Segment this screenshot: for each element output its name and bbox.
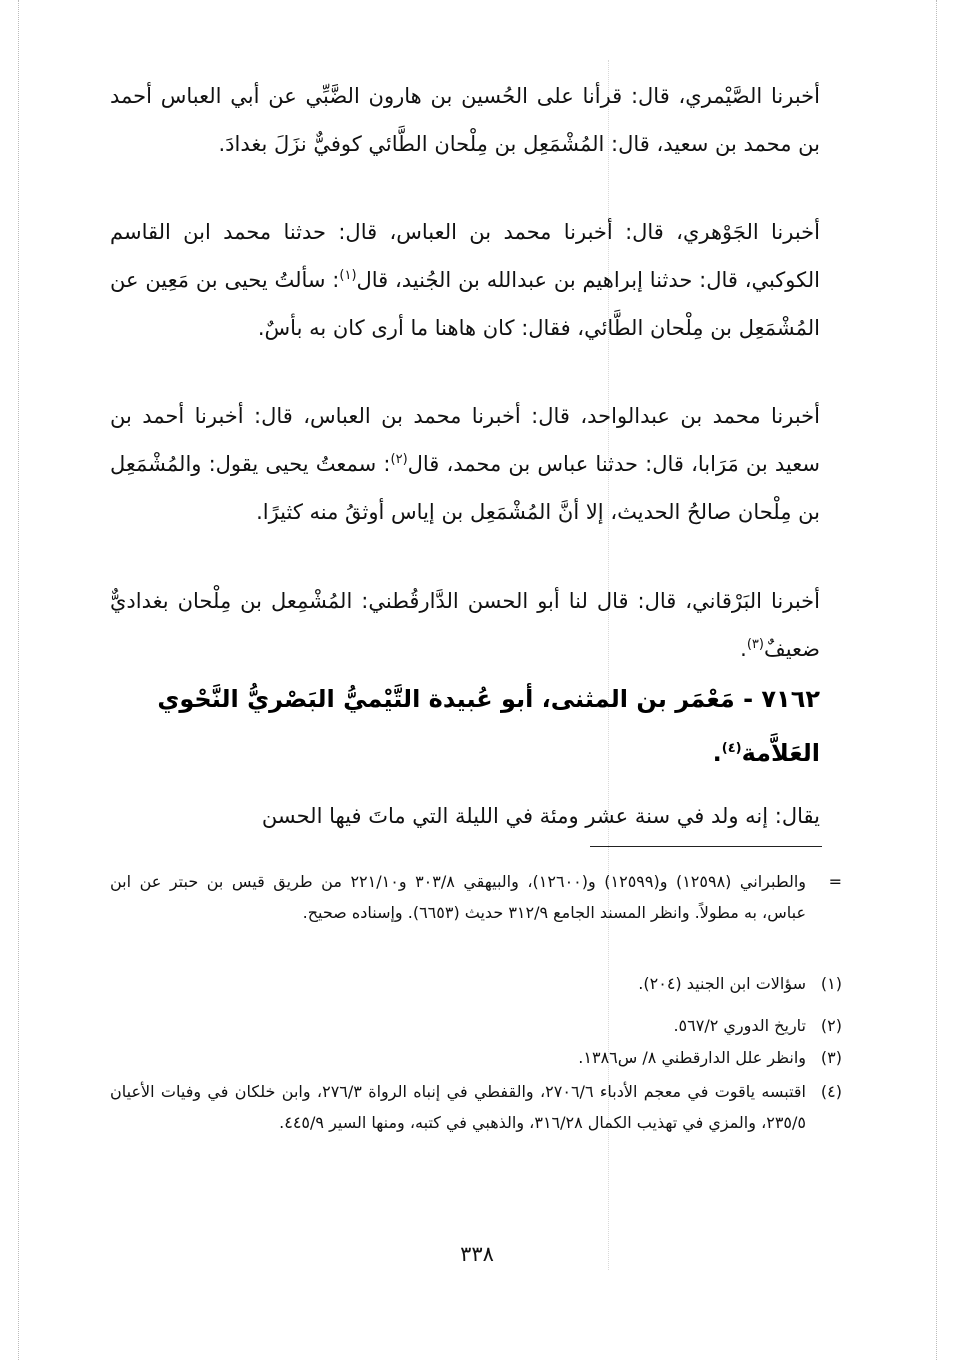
- footnote-marker: (١): [820, 974, 842, 993]
- paragraph-4: [110, 577, 820, 673]
- footnote-ref-1: (١): [339, 268, 357, 283]
- entry-heading: [110, 672, 820, 780]
- scan-edge-right: [936, 0, 937, 1360]
- footnote-text: سؤالات ابن الجنيد (٢٠٤).: [638, 974, 806, 993]
- paragraph-1: [110, 72, 820, 168]
- footnote-text: وانظر علل الدارقطني ٨/ س١٣٨٦.: [578, 1048, 806, 1067]
- scan-edge-left: [18, 0, 19, 1360]
- paragraph-4-text-a: أخبرنا البَرْقاني، قال: قال لنا أبو الحسن الدَّارقُطني: المُشْمِعل بن مِلْحان بغداديٌّ ضعيفٌ: [110, 589, 820, 661]
- paragraph-5: [110, 792, 820, 840]
- paragraph-2-text-b: : سألتُ يحيى بن مَعِين عن المُشْمَعِل بن مِلْحان الطَّائي، فقال: كان هاهنا ما أرى كان به بأسٌ.: [110, 268, 820, 340]
- footnote-3: [110, 1042, 842, 1073]
- paragraph-5-text: يقال: إنه ولد في سنة عشر ومئة في الليلة التي ماتَ فيها الحسن: [261, 804, 820, 828]
- footnote-1: [110, 968, 842, 999]
- entry-heading-text: ٧١٦٢ - مَعْمَر بن المثنى، أبو عُبيدة التَّيْميُّ البَصْريُّ النَّحْوي العَلاَّمة: [157, 685, 820, 767]
- footnote-ref-4: (٤): [721, 741, 742, 756]
- footnote-ref-2: (٢): [390, 452, 408, 467]
- footnote-2: [110, 1010, 842, 1041]
- footnote-ref-3: (٣): [746, 637, 764, 652]
- footnote-marker: (٤): [820, 1082, 842, 1101]
- footnote-separator: [590, 846, 822, 847]
- paragraph-2: [110, 208, 820, 352]
- footnote-marker: (٣): [820, 1048, 842, 1067]
- footnote-continuation-marker: =: [828, 872, 842, 891]
- footnote-4: [110, 1076, 842, 1138]
- footnote-text: تاريخ الدوري ٥٦٧/٢.: [673, 1016, 806, 1035]
- page-number: ٣٣٨: [460, 1242, 494, 1266]
- paragraph-3-text-b: : سمعتُ يحيى يقول: والمُشْمَعِل بن مِلْحان صالحُ الحديث، إلا أنَّ المُشْمَعِل بن إياس أوثقُ منه كثيرًا.: [110, 452, 820, 524]
- paragraph-3: [110, 392, 820, 536]
- paragraph-4-text-b: .: [740, 637, 747, 661]
- footnote-continuation-text: والطبراني (١٢٥٩٨) و(١٢٥٩٩) و(١٢٦٠٠)، والبيهقي ٣٠٣/٨ و٢٢١/١٠ من طريق قيس بن حبتر عن ابن عباس، به مطولاً. وانظر المسند الجامع ٣١٢/٩ حديث (٦٦٥٣). وإسناده صحيح.: [110, 872, 806, 922]
- footnote-marker: (٢): [820, 1016, 842, 1035]
- footnote-continuation: [110, 866, 842, 928]
- paragraph-1-text: أخبرنا الصَّيْمري، قال: قرأنا على الحُسين بن هارون الضَّبِّي عن أبي العباس أحمد بن محمد بن سعيد، قال: المُشْمَعِل بن مِلْحان الطَّائي كوفيٌّ نزَلَ بغدادَ.: [110, 84, 820, 156]
- paragraph-3-text-a: أخبرنا محمد بن عبدالواحد، قال: أخبرنا محمد بن العباس، قال: أخبرنا أحمد بن سعيد بن مَرَابا، قال: حدثنا عباس بن محمد، قال: [110, 404, 820, 476]
- entry-heading-tail: .: [712, 739, 722, 767]
- footnote-text: اقتبسه ياقوت في معجم الأدباء ٢٧٠٦/٦، والقفطي في إنباه الرواة ٢٧٦/٣، وابن خلكان في وفيات الأعيان ٢٣٥/٥، والمزي في تهذيب الكمال ٣١٦/٢٨، والذهبي في كتبه، ومنها السير ٤٤٥/٩.: [110, 1082, 807, 1132]
- paragraph-2-text-a: أخبرنا الجَوْهري، قال: أخبرنا محمد بن العباس، قال: حدثنا محمد ابن القاسم الكوكبي، قال: حدثنا إبراهيم بن عبدالله بن الجُنيد، قال: [110, 220, 820, 292]
